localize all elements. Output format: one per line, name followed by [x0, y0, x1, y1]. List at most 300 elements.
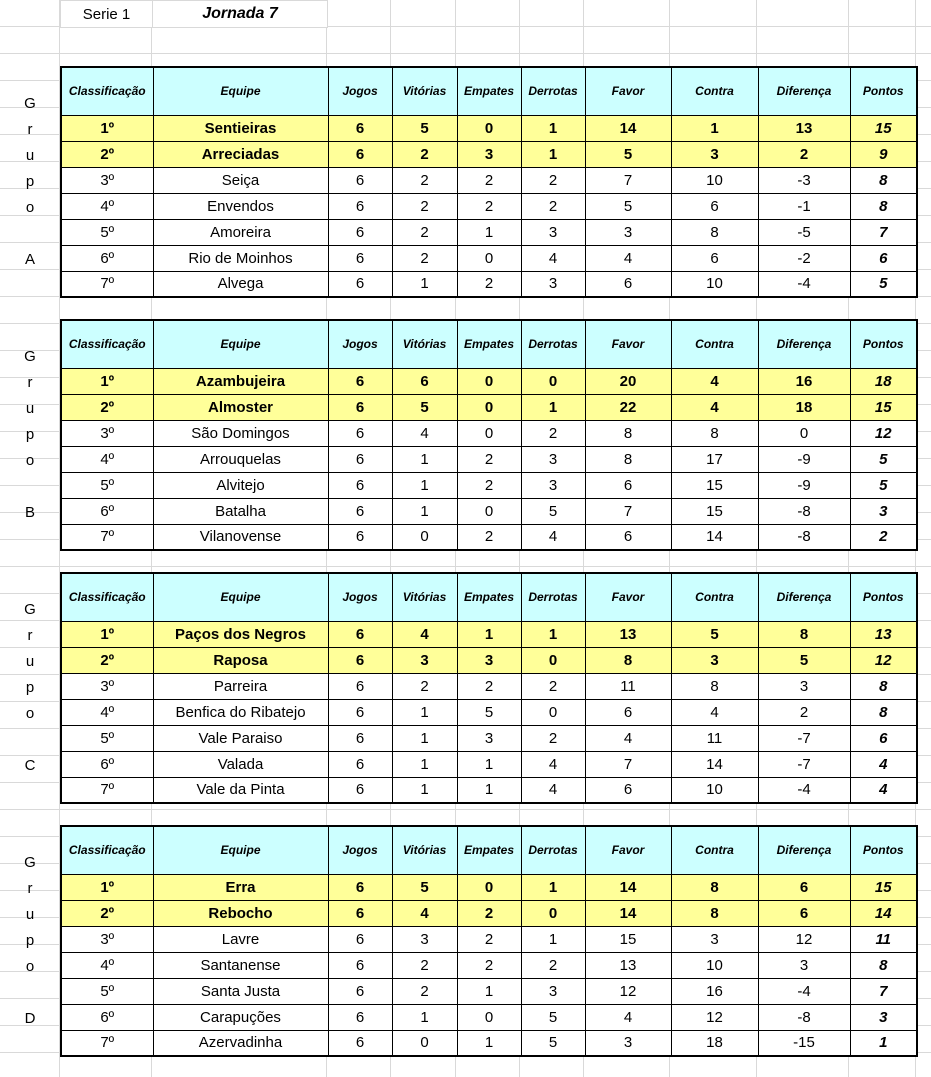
vitorias-cell: 5 — [392, 115, 457, 141]
favor-cell: 12 — [585, 978, 671, 1004]
vitorias-cell: 4 — [392, 420, 457, 446]
group-word-letter: G — [24, 348, 36, 365]
vitorias-cell: 1 — [392, 751, 457, 777]
team-cell: Almoster — [153, 394, 328, 420]
vitorias-cell: 2 — [392, 245, 457, 271]
vitorias-cell: 1 — [392, 725, 457, 751]
diferenca-cell: -9 — [758, 446, 850, 472]
table-row — [61, 368, 917, 394]
favor-cell: 6 — [585, 699, 671, 725]
jogos-cell: 6 — [328, 271, 392, 297]
team-cell: Alvitejo — [153, 472, 328, 498]
derrotas-cell: 1 — [521, 621, 585, 647]
favor-cell: 14 — [585, 874, 671, 900]
position-cell: 5º — [61, 219, 153, 245]
derrotas-cell: 5 — [521, 1004, 585, 1030]
favor-cell: 22 — [585, 394, 671, 420]
position-cell: 4º — [61, 193, 153, 219]
pontos-cell: 15 — [850, 394, 917, 420]
jogos-cell: 6 — [328, 751, 392, 777]
diferenca-cell: -8 — [758, 1004, 850, 1030]
diferenca-cell: 5 — [758, 647, 850, 673]
team-cell: Seiça — [153, 167, 328, 193]
team-cell: Lavre — [153, 926, 328, 952]
team-cell: Alvega — [153, 271, 328, 297]
position-cell: 6º — [61, 245, 153, 271]
derrotas-cell: 3 — [521, 446, 585, 472]
empates-cell: 1 — [457, 777, 521, 803]
position-cell: 6º — [61, 1004, 153, 1030]
team-cell: Vilanovense — [153, 524, 328, 550]
favor-cell: 20 — [585, 368, 671, 394]
contra-cell: 15 — [671, 498, 758, 524]
column-header: Empates — [457, 826, 521, 874]
contra-cell: 12 — [671, 1004, 758, 1030]
derrotas-cell: 1 — [521, 394, 585, 420]
table-row — [61, 271, 917, 297]
table-row — [61, 621, 917, 647]
group-word-letter: G — [24, 854, 36, 871]
favor-cell: 6 — [585, 271, 671, 297]
group-label-d — [0, 825, 60, 1057]
table-row — [61, 952, 917, 978]
favor-cell: 3 — [585, 219, 671, 245]
jogos-cell: 6 — [328, 245, 392, 271]
vitorias-cell: 1 — [392, 699, 457, 725]
diferenca-cell: -9 — [758, 472, 850, 498]
favor-cell: 6 — [585, 472, 671, 498]
contra-cell: 10 — [671, 777, 758, 803]
derrotas-cell: 1 — [521, 926, 585, 952]
team-cell: Amoreira — [153, 219, 328, 245]
jogos-cell: 6 — [328, 193, 392, 219]
pontos-cell: 7 — [850, 978, 917, 1004]
derrotas-cell: 4 — [521, 524, 585, 550]
vitorias-cell: 5 — [392, 394, 457, 420]
column-header: Pontos — [850, 573, 917, 621]
derrotas-cell: 2 — [521, 167, 585, 193]
team-cell: Erra — [153, 874, 328, 900]
contra-cell: 3 — [671, 926, 758, 952]
team-cell: Vale Paraiso — [153, 725, 328, 751]
group-word-letter: r — [27, 374, 33, 391]
pontos-cell: 5 — [850, 472, 917, 498]
vitorias-cell: 1 — [392, 498, 457, 524]
group-label-c — [0, 572, 60, 804]
group-word-letter: o — [25, 705, 35, 722]
position-cell: 3º — [61, 673, 153, 699]
position-cell: 3º — [61, 420, 153, 446]
contra-cell: 10 — [671, 952, 758, 978]
favor-cell: 14 — [585, 115, 671, 141]
group-letter: C — [24, 757, 36, 774]
team-cell: Valada — [153, 751, 328, 777]
group-word-letter: r — [27, 880, 33, 897]
vitorias-cell: 2 — [392, 141, 457, 167]
empates-cell: 0 — [457, 368, 521, 394]
empates-cell: 0 — [457, 245, 521, 271]
contra-cell: 4 — [671, 394, 758, 420]
derrotas-cell: 4 — [521, 245, 585, 271]
position-cell: 5º — [61, 472, 153, 498]
derrotas-cell: 2 — [521, 673, 585, 699]
position-cell: 1º — [61, 368, 153, 394]
empates-cell: 1 — [457, 621, 521, 647]
team-cell: Raposa — [153, 647, 328, 673]
team-cell: Santa Justa — [153, 978, 328, 1004]
table-row — [61, 725, 917, 751]
team-cell: Envendos — [153, 193, 328, 219]
position-cell: 7º — [61, 524, 153, 550]
vitorias-cell: 1 — [392, 472, 457, 498]
jogos-cell: 6 — [328, 777, 392, 803]
position-cell: 5º — [61, 978, 153, 1004]
table-row — [61, 446, 917, 472]
vitorias-cell: 4 — [392, 621, 457, 647]
jogos-cell: 6 — [328, 498, 392, 524]
pontos-cell: 4 — [850, 751, 917, 777]
pontos-cell: 4 — [850, 777, 917, 803]
team-cell: Paços dos Negros — [153, 621, 328, 647]
header-row — [61, 67, 917, 115]
column-header: Favor — [585, 320, 671, 368]
group-word-letter: r — [27, 121, 33, 138]
favor-cell: 5 — [585, 141, 671, 167]
contra-cell: 10 — [671, 271, 758, 297]
jogos-cell: 6 — [328, 1004, 392, 1030]
diferenca-cell: -4 — [758, 978, 850, 1004]
diferenca-cell: 2 — [758, 699, 850, 725]
pontos-cell: 11 — [850, 926, 917, 952]
diferenca-cell: 3 — [758, 673, 850, 699]
jogos-cell: 6 — [328, 368, 392, 394]
pontos-cell: 14 — [850, 900, 917, 926]
favor-cell: 3 — [585, 1030, 671, 1056]
jogos-cell: 6 — [328, 647, 392, 673]
pontos-cell: 18 — [850, 368, 917, 394]
empates-cell: 2 — [457, 271, 521, 297]
team-cell: Benfica do Ribatejo — [153, 699, 328, 725]
derrotas-cell: 3 — [521, 978, 585, 1004]
vitorias-cell: 0 — [392, 1030, 457, 1056]
standings-table-group-d — [60, 825, 918, 1057]
pontos-cell: 8 — [850, 699, 917, 725]
column-header: Empates — [457, 573, 521, 621]
team-cell: Sentieiras — [153, 115, 328, 141]
jogos-cell: 6 — [328, 725, 392, 751]
empates-cell: 2 — [457, 900, 521, 926]
contra-cell: 14 — [671, 751, 758, 777]
position-cell: 7º — [61, 1030, 153, 1056]
empates-cell: 0 — [457, 115, 521, 141]
vitorias-cell: 2 — [392, 978, 457, 1004]
empates-cell: 2 — [457, 193, 521, 219]
empates-cell: 3 — [457, 647, 521, 673]
derrotas-cell: 3 — [521, 271, 585, 297]
pontos-cell: 5 — [850, 271, 917, 297]
column-header: Classificação — [61, 573, 153, 621]
team-cell: Azambujeira — [153, 368, 328, 394]
vitorias-cell: 1 — [392, 446, 457, 472]
group-word-letter: u — [25, 653, 35, 670]
contra-cell: 14 — [671, 524, 758, 550]
derrotas-cell: 1 — [521, 874, 585, 900]
group-block-b — [0, 319, 931, 551]
column-header: Equipe — [153, 573, 328, 621]
group-block-c — [0, 572, 931, 804]
group-label-b — [0, 319, 60, 551]
diferenca-cell: -5 — [758, 219, 850, 245]
empates-cell: 0 — [457, 1004, 521, 1030]
column-header: Pontos — [850, 826, 917, 874]
pontos-cell: 7 — [850, 219, 917, 245]
favor-cell: 7 — [585, 167, 671, 193]
favor-cell: 11 — [585, 673, 671, 699]
diferenca-cell: -7 — [758, 751, 850, 777]
column-header: Contra — [671, 67, 758, 115]
diferenca-cell: -3 — [758, 167, 850, 193]
group-word-letter: u — [25, 147, 35, 164]
derrotas-cell: 2 — [521, 420, 585, 446]
column-header: Empates — [457, 320, 521, 368]
group-word-letter: G — [24, 95, 36, 112]
group-letter: D — [24, 1010, 36, 1027]
vitorias-cell: 2 — [392, 167, 457, 193]
column-header: Jogos — [328, 67, 392, 115]
jogos-cell: 6 — [328, 394, 392, 420]
contra-cell: 8 — [671, 420, 758, 446]
group-word-letter: p — [25, 173, 35, 190]
team-cell: Rio de Moinhos — [153, 245, 328, 271]
table-row — [61, 193, 917, 219]
vitorias-cell: 2 — [392, 219, 457, 245]
contra-cell: 3 — [671, 141, 758, 167]
empates-cell: 5 — [457, 699, 521, 725]
position-cell: 5º — [61, 725, 153, 751]
diferenca-cell: 8 — [758, 621, 850, 647]
contra-cell: 6 — [671, 245, 758, 271]
pontos-cell: 2 — [850, 524, 917, 550]
position-cell: 2º — [61, 141, 153, 167]
standings-table-group-a — [60, 66, 918, 298]
diferenca-cell: 18 — [758, 394, 850, 420]
table-row — [61, 524, 917, 550]
column-header: Favor — [585, 826, 671, 874]
derrotas-cell: 5 — [521, 498, 585, 524]
group-word-letter: r — [27, 627, 33, 644]
contra-cell: 8 — [671, 219, 758, 245]
empates-cell: 2 — [457, 524, 521, 550]
derrotas-cell: 3 — [521, 472, 585, 498]
empates-cell: 2 — [457, 472, 521, 498]
jogos-cell: 6 — [328, 952, 392, 978]
pontos-cell: 5 — [850, 446, 917, 472]
team-cell: Vale da Pinta — [153, 777, 328, 803]
group-word-letter: o — [25, 199, 35, 216]
favor-cell: 4 — [585, 245, 671, 271]
derrotas-cell: 0 — [521, 900, 585, 926]
vitorias-cell: 6 — [392, 368, 457, 394]
derrotas-cell: 5 — [521, 1030, 585, 1056]
pontos-cell: 15 — [850, 115, 917, 141]
spacer — [28, 221, 32, 247]
contra-cell: 4 — [671, 368, 758, 394]
position-cell: 6º — [61, 498, 153, 524]
derrotas-cell: 1 — [521, 115, 585, 141]
jogos-cell: 6 — [328, 167, 392, 193]
jogos-cell: 6 — [328, 926, 392, 952]
contra-cell: 6 — [671, 193, 758, 219]
diferenca-cell: -8 — [758, 524, 850, 550]
position-cell: 7º — [61, 777, 153, 803]
derrotas-cell: 3 — [521, 219, 585, 245]
contra-cell: 11 — [671, 725, 758, 751]
table-row — [61, 141, 917, 167]
diferenca-cell: 6 — [758, 900, 850, 926]
table-row — [61, 751, 917, 777]
vitorias-cell: 2 — [392, 952, 457, 978]
table-row — [61, 777, 917, 803]
favor-cell: 14 — [585, 900, 671, 926]
empates-cell: 3 — [457, 141, 521, 167]
vitorias-cell: 4 — [392, 900, 457, 926]
jogos-cell: 6 — [328, 874, 392, 900]
derrotas-cell: 2 — [521, 952, 585, 978]
column-header: Vitórias — [392, 826, 457, 874]
table-row — [61, 874, 917, 900]
contra-cell: 16 — [671, 978, 758, 1004]
jogos-cell: 6 — [328, 141, 392, 167]
table-row — [61, 394, 917, 420]
column-header: Vitórias — [392, 573, 457, 621]
table-row — [61, 245, 917, 271]
column-header: Contra — [671, 320, 758, 368]
derrotas-cell: 4 — [521, 777, 585, 803]
contra-cell: 4 — [671, 699, 758, 725]
contra-cell: 15 — [671, 472, 758, 498]
position-cell: 1º — [61, 621, 153, 647]
pontos-cell: 3 — [850, 498, 917, 524]
table-row — [61, 978, 917, 1004]
group-word-letter: p — [25, 679, 35, 696]
jogos-cell: 6 — [328, 219, 392, 245]
team-cell: São Domingos — [153, 420, 328, 446]
jogos-cell: 6 — [328, 524, 392, 550]
jogos-cell: 6 — [328, 446, 392, 472]
contra-cell: 8 — [671, 673, 758, 699]
position-cell: 3º — [61, 167, 153, 193]
jornada-label: Jornada 7 — [152, 0, 328, 28]
favor-cell: 6 — [585, 524, 671, 550]
empates-cell: 0 — [457, 498, 521, 524]
contra-cell: 18 — [671, 1030, 758, 1056]
vitorias-cell: 2 — [392, 193, 457, 219]
column-header: Derrotas — [521, 826, 585, 874]
table-row — [61, 647, 917, 673]
column-header: Classificação — [61, 826, 153, 874]
diferenca-cell: -7 — [758, 725, 850, 751]
vitorias-cell: 1 — [392, 271, 457, 297]
group-letter: B — [24, 504, 35, 521]
diferenca-cell: -2 — [758, 245, 850, 271]
position-cell: 2º — [61, 900, 153, 926]
team-cell: Azervadinha — [153, 1030, 328, 1056]
group-block-d — [0, 825, 931, 1057]
derrotas-cell: 2 — [521, 193, 585, 219]
group-letter: A — [24, 251, 35, 268]
column-header: Classificação — [61, 67, 153, 115]
jogos-cell: 6 — [328, 472, 392, 498]
favor-cell: 7 — [585, 751, 671, 777]
table-row — [61, 167, 917, 193]
column-header: Favor — [585, 67, 671, 115]
derrotas-cell: 0 — [521, 368, 585, 394]
favor-cell: 13 — [585, 621, 671, 647]
pontos-cell: 9 — [850, 141, 917, 167]
position-cell: 3º — [61, 926, 153, 952]
favor-cell: 6 — [585, 777, 671, 803]
column-header: Equipe — [153, 826, 328, 874]
diferenca-cell: 16 — [758, 368, 850, 394]
column-header: Contra — [671, 573, 758, 621]
contra-cell: 5 — [671, 621, 758, 647]
position-cell: 1º — [61, 115, 153, 141]
vitorias-cell: 2 — [392, 673, 457, 699]
contra-cell: 8 — [671, 874, 758, 900]
pontos-cell: 1 — [850, 1030, 917, 1056]
jogos-cell: 6 — [328, 1030, 392, 1056]
diferenca-cell: -4 — [758, 271, 850, 297]
table-row — [61, 1030, 917, 1056]
derrotas-cell: 4 — [521, 751, 585, 777]
favor-cell: 13 — [585, 952, 671, 978]
diferenca-cell: 0 — [758, 420, 850, 446]
jogos-cell: 6 — [328, 673, 392, 699]
vitorias-cell: 3 — [392, 926, 457, 952]
empates-cell: 1 — [457, 1030, 521, 1056]
diferenca-cell: -8 — [758, 498, 850, 524]
contra-cell: 8 — [671, 900, 758, 926]
column-header: Vitórias — [392, 320, 457, 368]
empates-cell: 2 — [457, 673, 521, 699]
favor-cell: 8 — [585, 420, 671, 446]
group-word-letter: p — [25, 426, 35, 443]
empates-cell: 2 — [457, 167, 521, 193]
position-cell: 4º — [61, 952, 153, 978]
favor-cell: 15 — [585, 926, 671, 952]
spacer — [28, 727, 32, 753]
table-row — [61, 420, 917, 446]
group-block-a — [0, 66, 931, 298]
column-header: Diferença — [758, 826, 850, 874]
jogos-cell: 6 — [328, 115, 392, 141]
column-header: Contra — [671, 826, 758, 874]
diferenca-cell: 6 — [758, 874, 850, 900]
diferenca-cell: 13 — [758, 115, 850, 141]
spacer — [28, 980, 32, 1006]
column-header: Empates — [457, 67, 521, 115]
pontos-cell: 12 — [850, 647, 917, 673]
group-word-letter: G — [24, 601, 36, 618]
group-word-letter: u — [25, 906, 35, 923]
contra-cell: 3 — [671, 647, 758, 673]
column-header: Jogos — [328, 320, 392, 368]
diferenca-cell: 12 — [758, 926, 850, 952]
empates-cell: 1 — [457, 751, 521, 777]
group-word-letter: u — [25, 400, 35, 417]
column-header: Equipe — [153, 67, 328, 115]
column-header: Diferença — [758, 320, 850, 368]
